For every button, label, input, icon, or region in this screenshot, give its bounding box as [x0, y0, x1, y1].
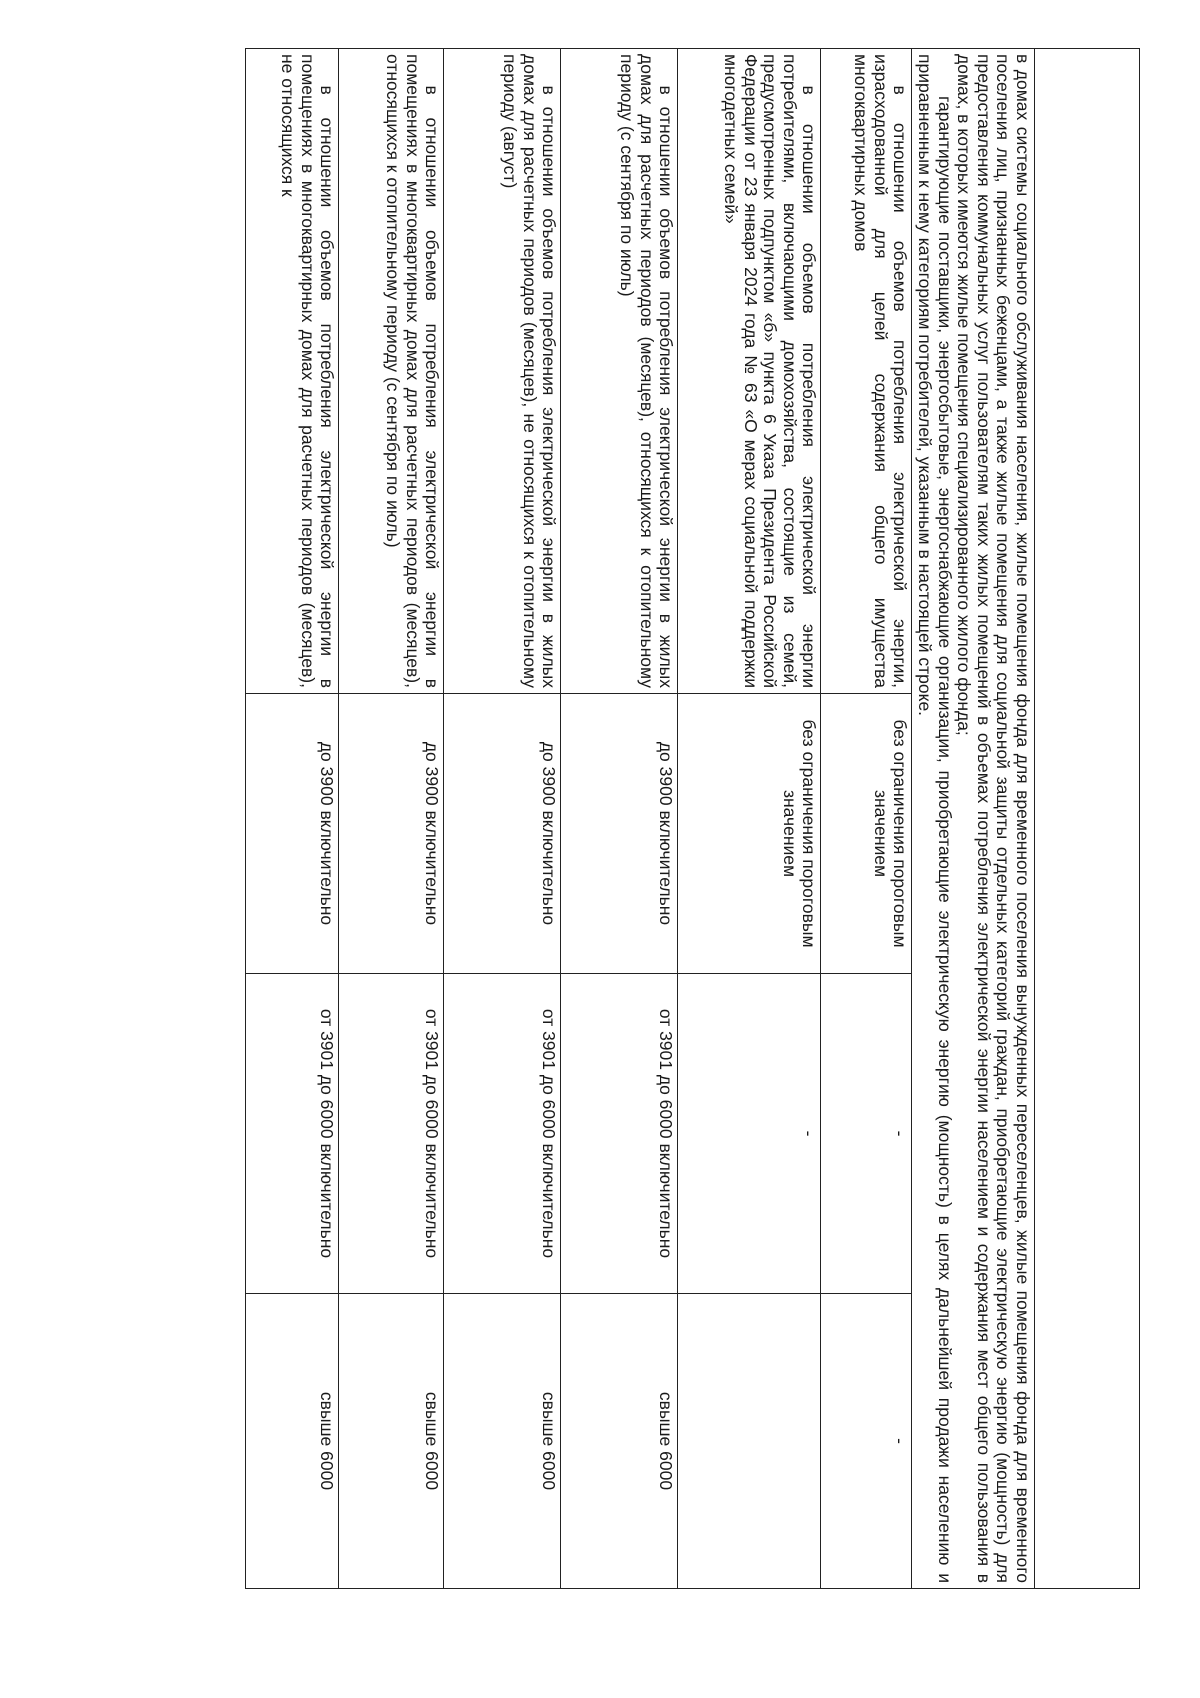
table-row [821, 49, 912, 1589]
intro-cell [912, 49, 1035, 1589]
range-3-cell: свыше 6000 [246, 1294, 339, 1589]
table-row [246, 49, 339, 1589]
range-3-cell: - [821, 1294, 912, 1589]
intro-paragraph-1: в домах системы социального обслуживания населения, жилые помещения фонда для временного поселения вынужденных переселенцев, жилые помещения фонда для временного поселения лиц, признанных беженцами, а также жилые помещения для социальной защиты отдельных категорий граждан, приобретающие электрическую энергию (мощность) для предоставления коммунальных услуг пользователям таких жилых помещений в объемах потребления электрической энергии населением и содержания мест общего пользования в домах, в которых имеются жилые помещения специализированного жилого фонда; [954, 54, 1033, 1583]
range-3-cell: свыше 6000 [444, 1294, 561, 1589]
row-label: в отношении объемов потребления электрической энергии в помещениях в многоквартирных домах для расчетных периодов (месяцев), не относящихся к [246, 49, 339, 694]
row-label: в отношении объемов потребления электрической энергии в жилых домах для расчетных периодов (месяцев), не относящихся к отопительному периоду (август) [444, 49, 561, 694]
range-2-cell: от 3901 до 6000 включительно [444, 974, 561, 1294]
range-1-cell: до 3900 включительно [339, 694, 444, 974]
range-2-cell: от 3901 до 6000 включительно [246, 974, 339, 1294]
table-row [561, 49, 678, 1589]
range-3-cell: свыше 6000 [339, 1294, 444, 1589]
row-label: в отношении объемов потребления электрической энергии потребителями, включающими домохозяйства, состоящие из семей, предусмотренных подпунктом «б» пункта 6 Указа Президента Российской Федерации от 23 января 2024 года № 63 «О мерах социальной поддержки многодетных семей» [678, 49, 821, 694]
row-label: в отношении объемов потребления электрической энергии в жилых домах для расчетных периодов (месяцев), относящихся к отопительному периоду (с сентября по июль) [561, 49, 678, 694]
table-row [339, 49, 444, 1589]
range-1-cell: без ограничения пороговым значением [821, 694, 912, 974]
range-1-cell: до 3900 включительно [444, 694, 561, 974]
row-label: в отношении объемов потребления электрической энергии в помещениях в многоквартирных домах для расчетных периодов (месяцев), относящихся к отопительному периоду (с сентября по июль) [339, 49, 444, 694]
intro-paragraph-2: гарантирующие поставщики, энергосбытовые, энергоснабжающие организации, приобретающие электрическую энергию (мощность) в целях дальнейшей продажи населению и приравненным к нему категориям потребителей, указанным в настоящей строке. [915, 54, 955, 1583]
row-label: в отношении объемов потребления электрической энергии, израсходованной для целей содержания общего имущества многоквартирных домов [821, 49, 912, 694]
table-row [678, 49, 821, 1589]
rotated-page [95, 48, 1140, 1588]
range-2-cell: - [678, 974, 821, 1294]
range-1-cell: до 3900 включительно [246, 694, 339, 974]
intro-row [912, 49, 1035, 1589]
range-3-cell [678, 1294, 821, 1589]
range-1-cell: без ограничения пороговым значением [678, 694, 821, 974]
header-empty-cell [1035, 49, 1140, 1589]
range-3-cell: свыше 6000 [561, 1294, 678, 1589]
range-1-cell: до 3900 включительно [561, 694, 678, 974]
range-2-cell: - [821, 974, 912, 1294]
tariff-threshold-table [245, 48, 1140, 1589]
range-2-cell: от 3901 до 6000 включительно [339, 974, 444, 1294]
table-row [444, 49, 561, 1589]
header-empty-row [1035, 49, 1140, 1589]
range-2-cell: от 3901 до 6000 включительно [561, 974, 678, 1294]
